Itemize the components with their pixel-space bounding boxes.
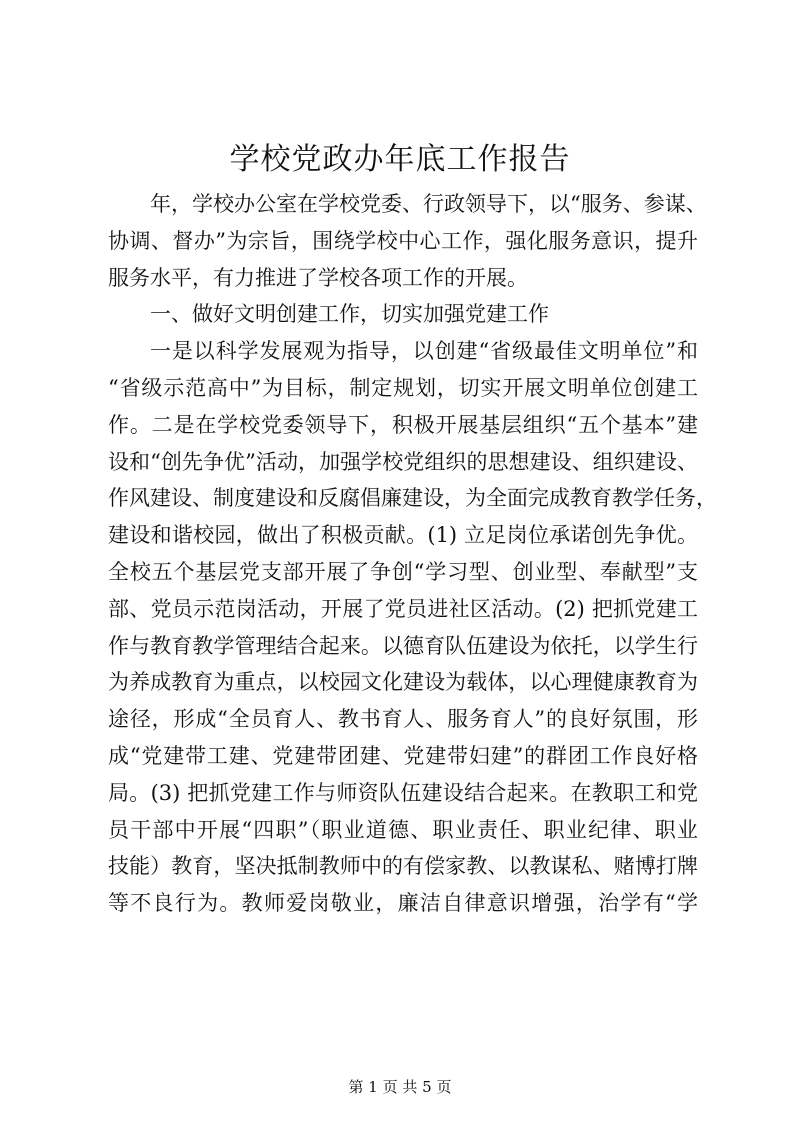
paragraph-line: “省级示范高中”为目标，制定规划，切实开展文明单位创建工: [108, 375, 698, 400]
paragraph-line: 年，学校办公室在学校党委、行政领导下，以“服务、参谋、: [150, 192, 707, 216]
document-body: [108, 186, 717, 922]
paragraph-line: 协调、督办”为宗旨，围绕学校中心工作，强化服务意识，提升: [108, 228, 698, 253]
paragraph-line: 局。(3) 把抓党建工作与师资队伍建设结合起来。在教职工和党: [108, 780, 698, 805]
paragraph-line: 作风建设、制度建设和反腐倡廉建设，为全面完成教育教学任务，: [108, 486, 717, 511]
paragraph-line: 等不良行为。教师爱岗敬业，廉洁自律意识增强，治学有“学: [108, 891, 698, 916]
paragraph-line: 服务水平，有力推进了学校各项工作的开展。: [108, 265, 528, 290]
paragraph-line: 作。二是在学校党委领导下，积极开展基层组织“五个基本”建: [108, 412, 698, 437]
paragraph-line: 作与教育教学管理结合起来。以德育队伍建设为依托，以学生行: [108, 633, 698, 658]
paragraph-line: 全校五个基层党支部开展了争创“学习型、创业型、奉献型”支: [108, 559, 698, 584]
paragraph-line: 技能）教育，坚决抵制教师中的有偿家教、以教谋私、赌博打牌: [108, 854, 698, 879]
paragraph-line: 员干部中开展“四职”（职业道德、职业责任、职业纪律、职业: [108, 817, 698, 842]
paragraph-line: 途径，形成“全员育人、教书育人、服务育人”的良好氛围，形: [108, 707, 698, 732]
page-footer: 第 1 页 共 5 页: [348, 1078, 452, 1096]
paragraph-line: 为养成教育为重点，以校园文化建设为载体，以心理健康教育为: [108, 670, 698, 695]
paragraph-line: 成“党建带工建、党建带团建、党建带妇建”的群团工作良好格: [108, 743, 698, 768]
paragraph-line: 部、党员示范岗活动，开展了党员进社区活动。(2) 把抓党建工: [108, 596, 698, 621]
paragraph-line: 设和“创先争优”活动，加强学校党组织的思想建设、组织建设、: [108, 449, 698, 474]
document-title: 学校党政办年底工作报告: [229, 142, 571, 177]
paragraph-line: 一是以科学发展观为指导，以创建“省级最佳文明单位”和: [150, 339, 698, 364]
section-heading: 一、做好文明创建工作，切实加强党建工作: [150, 302, 549, 327]
paragraph-line: 建设和谐校园，做出了积极贡献。(1) 立足岗位承诺创先争优。: [108, 523, 698, 548]
